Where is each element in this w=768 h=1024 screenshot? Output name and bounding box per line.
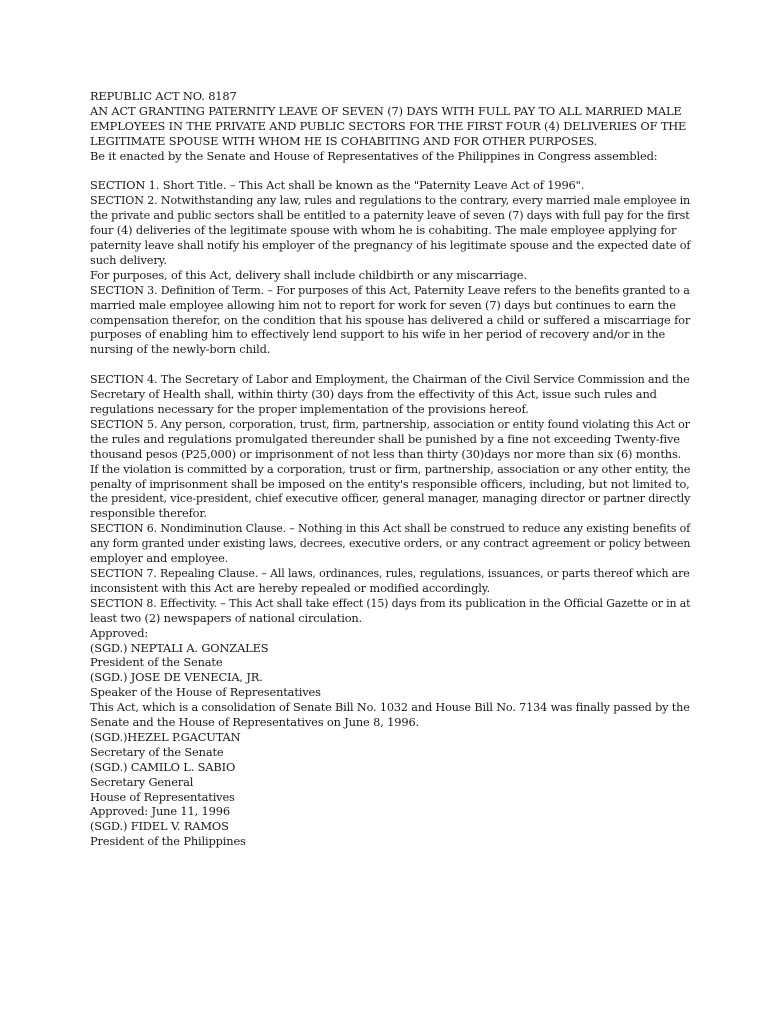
text-line: purposes of enabling him to effectively lend support to his wife in her period of recovery and/or in the [90, 327, 666, 342]
text-line: penalty of imprisonment shall be imposed on the entity's responsible officers, including, but not limited to, [90, 476, 690, 491]
text-line: the president, vice-president, chief executive officer, general manager, managing director or partner directly [90, 491, 691, 506]
text-line: Speaker of the House of Representatives [90, 685, 321, 700]
text-line: (SGD.) CAMILO L. SABIO [90, 759, 236, 774]
text-line: Secretary of the Senate [90, 744, 224, 759]
text-line: SECTION 8. Effectivity. – This Act shall take effect (15) days from its publication in the Official Gazette or in at [90, 595, 691, 610]
text-line: President of the Senate [90, 655, 223, 670]
text-line: regulations necessary for the proper implementation of the provisions hereof. [90, 402, 529, 416]
text-line: SECTION 1. Short Title. – This Act shall be known as the "Paternity Leave Act of 1996". [90, 178, 585, 193]
text-line: SECTION 2. Notwithstanding any law, rules and regulations to the contrary, every married male employee in [90, 193, 691, 208]
act-title-line: AN ACT GRANTING PATERNITY LEAVE OF SEVEN (7) DAYS WITH FULL PAY TO ALL MARRIED MALE [90, 103, 682, 118]
text-line: This Act, which is a consolidation of Senate Bill No. 1032 and House Bill No. 7134 was finally passed by the [90, 700, 690, 715]
text-line: Approved: June 11, 1996 [90, 804, 230, 819]
text-line: inconsistent with this Act are hereby repealed or modified accordingly. [90, 580, 490, 595]
text-line: SECTION 4. The Secretary of Labor and Employment, the Chairman of the Civil Service Commission and the [90, 372, 690, 387]
text-line: Senate and the House of Representatives on June 8, 1996. [90, 715, 420, 730]
text-line: any form granted under existing laws, decrees, executive orders, or any contract agreement or policy between [90, 536, 691, 551]
text-line: married male employee allowing him not to report for work for seven (7) days but continues to earn the [90, 297, 676, 312]
text-line: (SGD.) JOSE DE VENECIA, JR. [90, 670, 263, 685]
text-line: employer and employee. [90, 551, 229, 566]
text-line: nursing of the newly-born child. [90, 342, 271, 357]
text-line: responsible therefor. [90, 506, 207, 521]
text-line: the rules and regulations promulgated thereunder shall be punished by a fine not exceeding Twenty-five [90, 431, 680, 446]
text-line: House of Representatives [90, 789, 235, 804]
paragraph-gap [90, 164, 690, 179]
document-body [90, 89, 690, 849]
text-line: such delivery. [90, 252, 167, 267]
text-line: thousand pesos (P25,000) or imprisonment of not less than thirty (30)days nor more than six (6) months. [90, 446, 682, 461]
text-line: Secretary General [90, 774, 194, 789]
paragraph-gap [90, 357, 690, 372]
enacting-clause: Be it enacted by the Senate and House of Representatives of the Philippines in Congress assembled: [90, 148, 658, 163]
act-header [90, 89, 690, 164]
text-line: (SGD.)HEZEL P.GACUTAN [90, 729, 241, 744]
text-line: four (4) deliveries of the legitimate spouse with whom he is cohabiting. The male employee applying for [90, 223, 677, 238]
act-number: REPUBLIC ACT NO. 8187 [90, 89, 237, 103]
text-line: the private and public sectors shall be entitled to a paternity leave of seven (7) days with full pay for the first [90, 208, 690, 223]
text-line: compensation therefor, on the condition that his spouse has delivered a child or suffered a miscarriage for [90, 312, 691, 327]
text-line: President of the Philippines [90, 834, 246, 849]
sections-1-3 [90, 178, 690, 357]
text-line: If the violation is committed by a corporation, trust or firm, partnership, association or any other entity, the [90, 461, 691, 476]
text-line: (SGD.) NEPTALI A. GONZALES [90, 640, 269, 655]
text-line: paternity leave shall notify his employer of the pregnancy of his legitimate spouse and the expected date of [90, 238, 691, 253]
text-line: SECTION 7. Repealing Clause. – All laws, ordinances, rules, regulations, issuances, or parts thereof which are [90, 565, 690, 580]
text-line: Approved: [90, 625, 149, 640]
act-title-line: LEGITIMATE SPOUSE WITH WHOM HE IS COHABITING AND FOR OTHER PURPOSES. [90, 133, 598, 148]
sections-4-8-and-signatures [90, 372, 690, 849]
text-line: SECTION 3. Definition of Term. – For purposes of this Act, Paternity Leave refers to the benefits granted to a [90, 282, 690, 297]
text-line: SECTION 6. Nondiminution Clause. – Nothing in this Act shall be construed to reduce any existing benefits of [90, 521, 691, 536]
act-title-line: EMPLOYEES IN THE PRIVATE AND PUBLIC SECTORS FOR THE FIRST FOUR (4) DELIVERIES OF THE [90, 118, 687, 133]
text-line: least two (2) newspapers of national circulation. [90, 610, 363, 625]
text-line: SECTION 5. Any person, corporation, trust, firm, partnership, association or entity found violating this Act or [90, 416, 690, 431]
text-line: (SGD.) FIDEL V. RAMOS [90, 819, 229, 834]
text-line: For purposes, of this Act, delivery shall include childbirth or any miscarriage. [90, 267, 527, 282]
text-line: Secretary of Health shall, within thirty (30) days from the effectivity of this Act, issue such rules and [90, 387, 657, 402]
